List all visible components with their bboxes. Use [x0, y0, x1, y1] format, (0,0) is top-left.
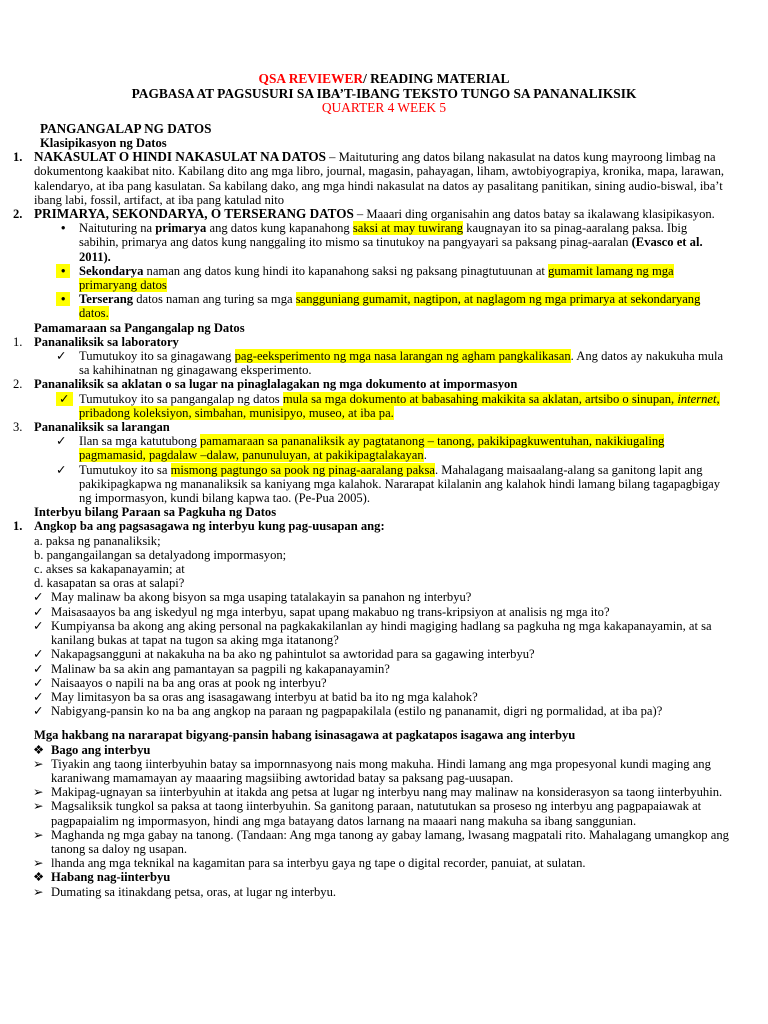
- bullet-sekondarya: [0, 264, 768, 292]
- heading-pangangalap: PANGANGALAP NG DATOS: [40, 120, 212, 136]
- header-line2: PAGBASA AT PAGSUSURI SA IBA’T-IBANG TEKSTO TUNGO SA PANANALIKSIK: [131, 85, 637, 101]
- text-segment: naman ang datos kung hindi ito kapanahong saksi ng paksang pinagtutuunan at: [143, 263, 549, 278]
- checkmark-icon: [33, 662, 44, 676]
- checkmark-icon: [33, 704, 44, 718]
- checkmark-icon: [56, 434, 67, 448]
- highlight: pag-eeksperimento ng mga nasa larangan ng agham pangkalikasan: [234, 349, 571, 364]
- checkmark-icon: [33, 676, 44, 690]
- text-segment: . Ang datos ay nakukuha mula sa kahihinatnan ng ginagawang eksperimento.: [79, 349, 724, 378]
- checkmark-icon: [56, 349, 67, 363]
- check-text: May limitasyon ba sa oras ang isasagawang interbyu at batid ba ito ng mga kalahok?: [51, 689, 478, 704]
- bullet-terserang: [0, 292, 768, 320]
- heading-klasipikasyon: Klasipikasyon ng Datos: [40, 135, 167, 150]
- heading-pamamaraan: Pamamaraan sa Pangangalap ng Datos: [34, 320, 245, 335]
- subheading-label: Bago ang interbyu: [51, 742, 151, 757]
- arrow-item: [0, 856, 768, 870]
- bullet-primarya: [0, 221, 768, 264]
- arrow-item: [0, 885, 768, 899]
- letter-item: a. paksa ng pananaliksik;: [34, 533, 161, 548]
- text-segment: kaugnayan ito sa pinag-aaralang paksa. Ibig sabihin, primarya ang datos kung nanggaling ito mismo sa tinutukoy na pangyayari sa paksang pinag-aaralan: [79, 221, 688, 250]
- arrow-text: Maghanda ng mga gabay na tanong. (Tandaan: Ang mga tanong ay gabay lamang, lwasang magpatali rito. Mahalagang umangkop ang tanong sa daloy ng usapan.: [51, 827, 729, 856]
- check-text: [79, 434, 728, 462]
- arrow-item: [0, 828, 768, 856]
- text-segment: Naituturing na: [79, 221, 156, 236]
- item-paragraph: [34, 207, 730, 221]
- arrow-icon: ➢: [33, 856, 44, 871]
- check-text: May malinaw ba akong bisyon sa mga usaping tatalakayin sa panahon ng interbyu?: [51, 590, 472, 605]
- diamond-icon: ❖: [33, 870, 45, 885]
- term-terserang: Terserang: [79, 292, 134, 307]
- item-title: Pananaliksik sa laboratory: [34, 334, 179, 349]
- header-line1: [0, 72, 768, 87]
- arrow-text: Magsaliksik tungkol sa paksa at taong iinterbyuhin. Sa ganitong paraan, natututukan sa proseso ng interbyu ang pagpapaiawak at pagpapaialim ng impormasyon, hindi ang mga batayang datos larnang na maaari nang makuha sa ibang sanggunian.: [51, 799, 702, 828]
- highlight: sangguniang gumamit, nagtipon, at naglagom ng mga primarya at sekondaryang datos.: [79, 292, 701, 321]
- header-reviewer: QSA REVIEWER: [258, 71, 364, 86]
- pamamaraan-item-2: [0, 377, 768, 391]
- checkmark-icon: [33, 690, 44, 704]
- subheading-label: Habang nag-iinterbyu: [51, 870, 171, 885]
- arrow-text: Dumating sa itinakdang petsa, oras, at lugar ng interbyu.: [51, 884, 337, 899]
- item-text: – Maaari ding organisahin ang datos batay sa ikalawang klasipikasyon.: [353, 207, 715, 221]
- item-number: 2.: [13, 207, 23, 221]
- check-text: [79, 349, 728, 377]
- check-item: [0, 662, 768, 676]
- letter-list: [34, 534, 768, 591]
- check-item: [0, 434, 768, 462]
- bullet-icon: •: [61, 221, 66, 236]
- interbyu-item-1: [0, 519, 768, 533]
- check-item: [0, 463, 768, 506]
- arrow-text: lhanda ang mga teknikal na kagamitan para sa interbyu gaya ng tape o digital recorder, panuiat, at sulatan.: [51, 856, 586, 871]
- text-segment: Tumutukoy ito sa: [79, 462, 171, 477]
- arrow-icon: ➢: [33, 799, 44, 814]
- letter-item: b. pangangailangan sa detalyadong impormasyon;: [34, 547, 287, 562]
- item-number: 3.: [13, 420, 23, 435]
- check-text: Nabigyang-pansin ko na ba ang angkop na paraan ng pagpapakilala (estilo ng pananamit, digri ng pormalidad, at iba pa)?: [51, 704, 663, 719]
- checkmark-icon: [56, 463, 67, 477]
- item-paragraph: [34, 150, 730, 207]
- arrow-icon: ➢: [33, 884, 44, 899]
- text-segment: . Mahalagang maisaalang-alang sa ganitong lapit ang pakikipagkapwa ng mananaliksik sa kaniyang mga kalahok. Nararapat kilalanin ang kalahok hindi lamang bilang tagapagbigay ng impormasyon, kundi bilang kapwa tao. (Pe-Pua 2005).: [79, 462, 721, 506]
- bullet-text: [79, 292, 728, 320]
- check-item: [0, 690, 768, 704]
- check-item: [0, 590, 768, 604]
- term-sekondarya: Sekondarya: [79, 263, 144, 278]
- highlight-italic: internet: [677, 391, 717, 406]
- subheading-bago: [0, 743, 768, 757]
- arrow-text: Makipag-ugnayan sa iinterbyuhin at itakda ang petsa at lugar ng interbyu nang may malinaw na konsiderasyon sa taong iinterbyuhin.: [51, 785, 723, 800]
- header-reading-material: / READING MATERIAL: [363, 71, 510, 86]
- diamond-icon: ❖: [33, 742, 45, 757]
- text-segment: datos naman ang turing sa mga: [133, 292, 296, 307]
- check-text: [79, 392, 728, 420]
- text-segment: Tumutukoy ito sa pangangalap ng datos: [79, 391, 283, 406]
- habang-list: [0, 885, 768, 899]
- check-item: [0, 676, 768, 690]
- check-item: [0, 349, 768, 377]
- arrow-text: Tiyakin ang taong iinterbyuhin batay sa impornnasyong nais mong makuha. Hindi lamang ang mga propesyonal kundi maging ang karaniwang mamamayan ay maaaring magsiibing awtoridad batay sa paksang pag-uusapan.: [51, 756, 711, 785]
- highlight: saksi at may tuwirang: [352, 221, 464, 236]
- arrow-icon: ➢: [33, 785, 44, 800]
- doc-header: [0, 72, 768, 116]
- text-segment: ang datos kung kapanahong: [206, 221, 353, 236]
- list-item-2: [0, 207, 768, 221]
- bullet-icon: •: [56, 264, 70, 278]
- bullet-icon: •: [56, 292, 70, 306]
- highlight: mula sa mga dokumento at babasahing makikita sa aklatan, artsibo o sinupan,: [282, 391, 678, 406]
- check-text: Kumpiyansa ba akong ang aking personal na pagkakakilanlan ay hindi magiging hadlang sa pagkuha ng mga kakapanayamin, at sa kanilang bukas at tapat na tugon sa aking mga itatanong?: [51, 618, 712, 648]
- letter-item: d. kasapatan sa oras at salapi?: [34, 576, 185, 591]
- arrow-item: [0, 757, 768, 785]
- check-item: [0, 392, 768, 420]
- checkmark-icon: [33, 605, 44, 619]
- item-title: NAKASULAT O HINDI NAKASULAT NA DATOS: [34, 149, 327, 165]
- check-item: [0, 619, 768, 647]
- arrow-item: [0, 785, 768, 799]
- letter-item: c. akses sa kakapanayamin; at: [34, 562, 185, 577]
- text-segment: .: [423, 448, 427, 463]
- bullet-text: [79, 221, 728, 264]
- heading-hakbang: Mga hakbang na nararapat bigyang-pansin habang isinasagawa at pagkatapos isagawa ang interbyu: [34, 728, 576, 743]
- item-title: Angkop ba ang pagsasagawa ng interbyu kung pag-uusapan ang:: [34, 519, 385, 534]
- header-quarter: QUARTER 4 WEEK 5: [321, 100, 447, 116]
- checkmark-icon: [33, 590, 44, 604]
- checklist: [0, 590, 768, 718]
- item-number: 1.: [13, 334, 23, 349]
- check-item: [0, 605, 768, 619]
- highlight: gumamit lamang ng mga primaryang datos: [79, 263, 674, 293]
- item-number: 1.: [13, 519, 23, 534]
- check-item: [0, 647, 768, 661]
- pamamaraan-item-3: [0, 420, 768, 434]
- check-item: [0, 704, 768, 718]
- arrow-item: [0, 799, 768, 827]
- item-title: Pananaliksik sa larangan: [34, 420, 170, 435]
- item-title: Pananaliksik sa aklatan o sa lugar na pinaglalagakan ng mga dokumento at impormasyon: [34, 377, 518, 392]
- check-text: Nakapagsangguni at nakakuha na ba ako ng pahintulot sa awtoridad para sa gagawing interbyu?: [51, 647, 535, 662]
- checkmark-icon: [33, 619, 44, 633]
- highlight: mismong pagtungo sa pook ng pinag-aaralang paksa: [170, 462, 435, 477]
- checkmark-icon: [33, 647, 44, 661]
- item-number: 2.: [13, 377, 23, 392]
- arrow-icon: ➢: [33, 756, 44, 771]
- term-primarya: primarya: [155, 221, 207, 236]
- check-text: Naisaayos o napili na ba ang oras at pook ng interbyu?: [51, 675, 327, 690]
- check-text: Malinaw ba sa akin ang pamantayan sa pagpili ng kakapanayamin?: [51, 661, 390, 676]
- check-text: Maisasaayos ba ang iskedyul ng mga interbyu, sapat upang makabuo ng trans-kripsiyon at analisis ng mga ito?: [51, 604, 610, 619]
- highlight: pamamaraan sa pananaliksik ay pagtatanong – tanong, pakikipagkuwentuhan, nakikiugaling pagmamasid, pagdalaw –dalaw, panunuluyan, at pakikipagtalakayan: [79, 434, 665, 463]
- arrow-icon: ➢: [33, 827, 44, 842]
- list-item-1: [0, 150, 768, 207]
- bago-list: [0, 757, 768, 871]
- subheading-habang: [0, 870, 768, 884]
- highlight: , pribadong koleksiyon, simbahan, munisipyo, museo, at iba pa.: [79, 391, 720, 420]
- item-title: PRIMARYA, SEKONDARYA, O TERSERANG DATOS: [34, 206, 354, 221]
- heading-interbyu: Interbyu bilang Paraan sa Pagkuha ng Datos: [34, 505, 277, 520]
- bullet-text: [79, 264, 728, 292]
- text-segment: Ilan sa mga katutubong: [79, 434, 201, 449]
- citation: (Evasco et al. 2011).: [79, 235, 703, 264]
- check-text: [79, 463, 728, 506]
- pamamaraan-item-1: [0, 335, 768, 349]
- item-text: – Maituturing ang datos bilang nakasulat na datos kung mayroong limbag na dokumentong kaakibat nito. Kabilang dito ang mga libro, journal, magasin, pahayagan, liham, awtobiyograpiya, kronika, mapa, larawan, kalendaryo, at iba pang kasulatan. Sa kabilang dako, ang mga hindi nakasulat na datos ay pasalitang panitikan, sining audio-biswal, iba’t ibang labi, fossil, artifact, at iba pang katulad nito: [34, 150, 725, 207]
- item-number: 1.: [13, 150, 23, 165]
- text-segment: Tumutukoy ito sa ginagawang: [79, 349, 235, 364]
- checkmark-icon: [56, 392, 73, 406]
- document-page: [0, 72, 768, 899]
